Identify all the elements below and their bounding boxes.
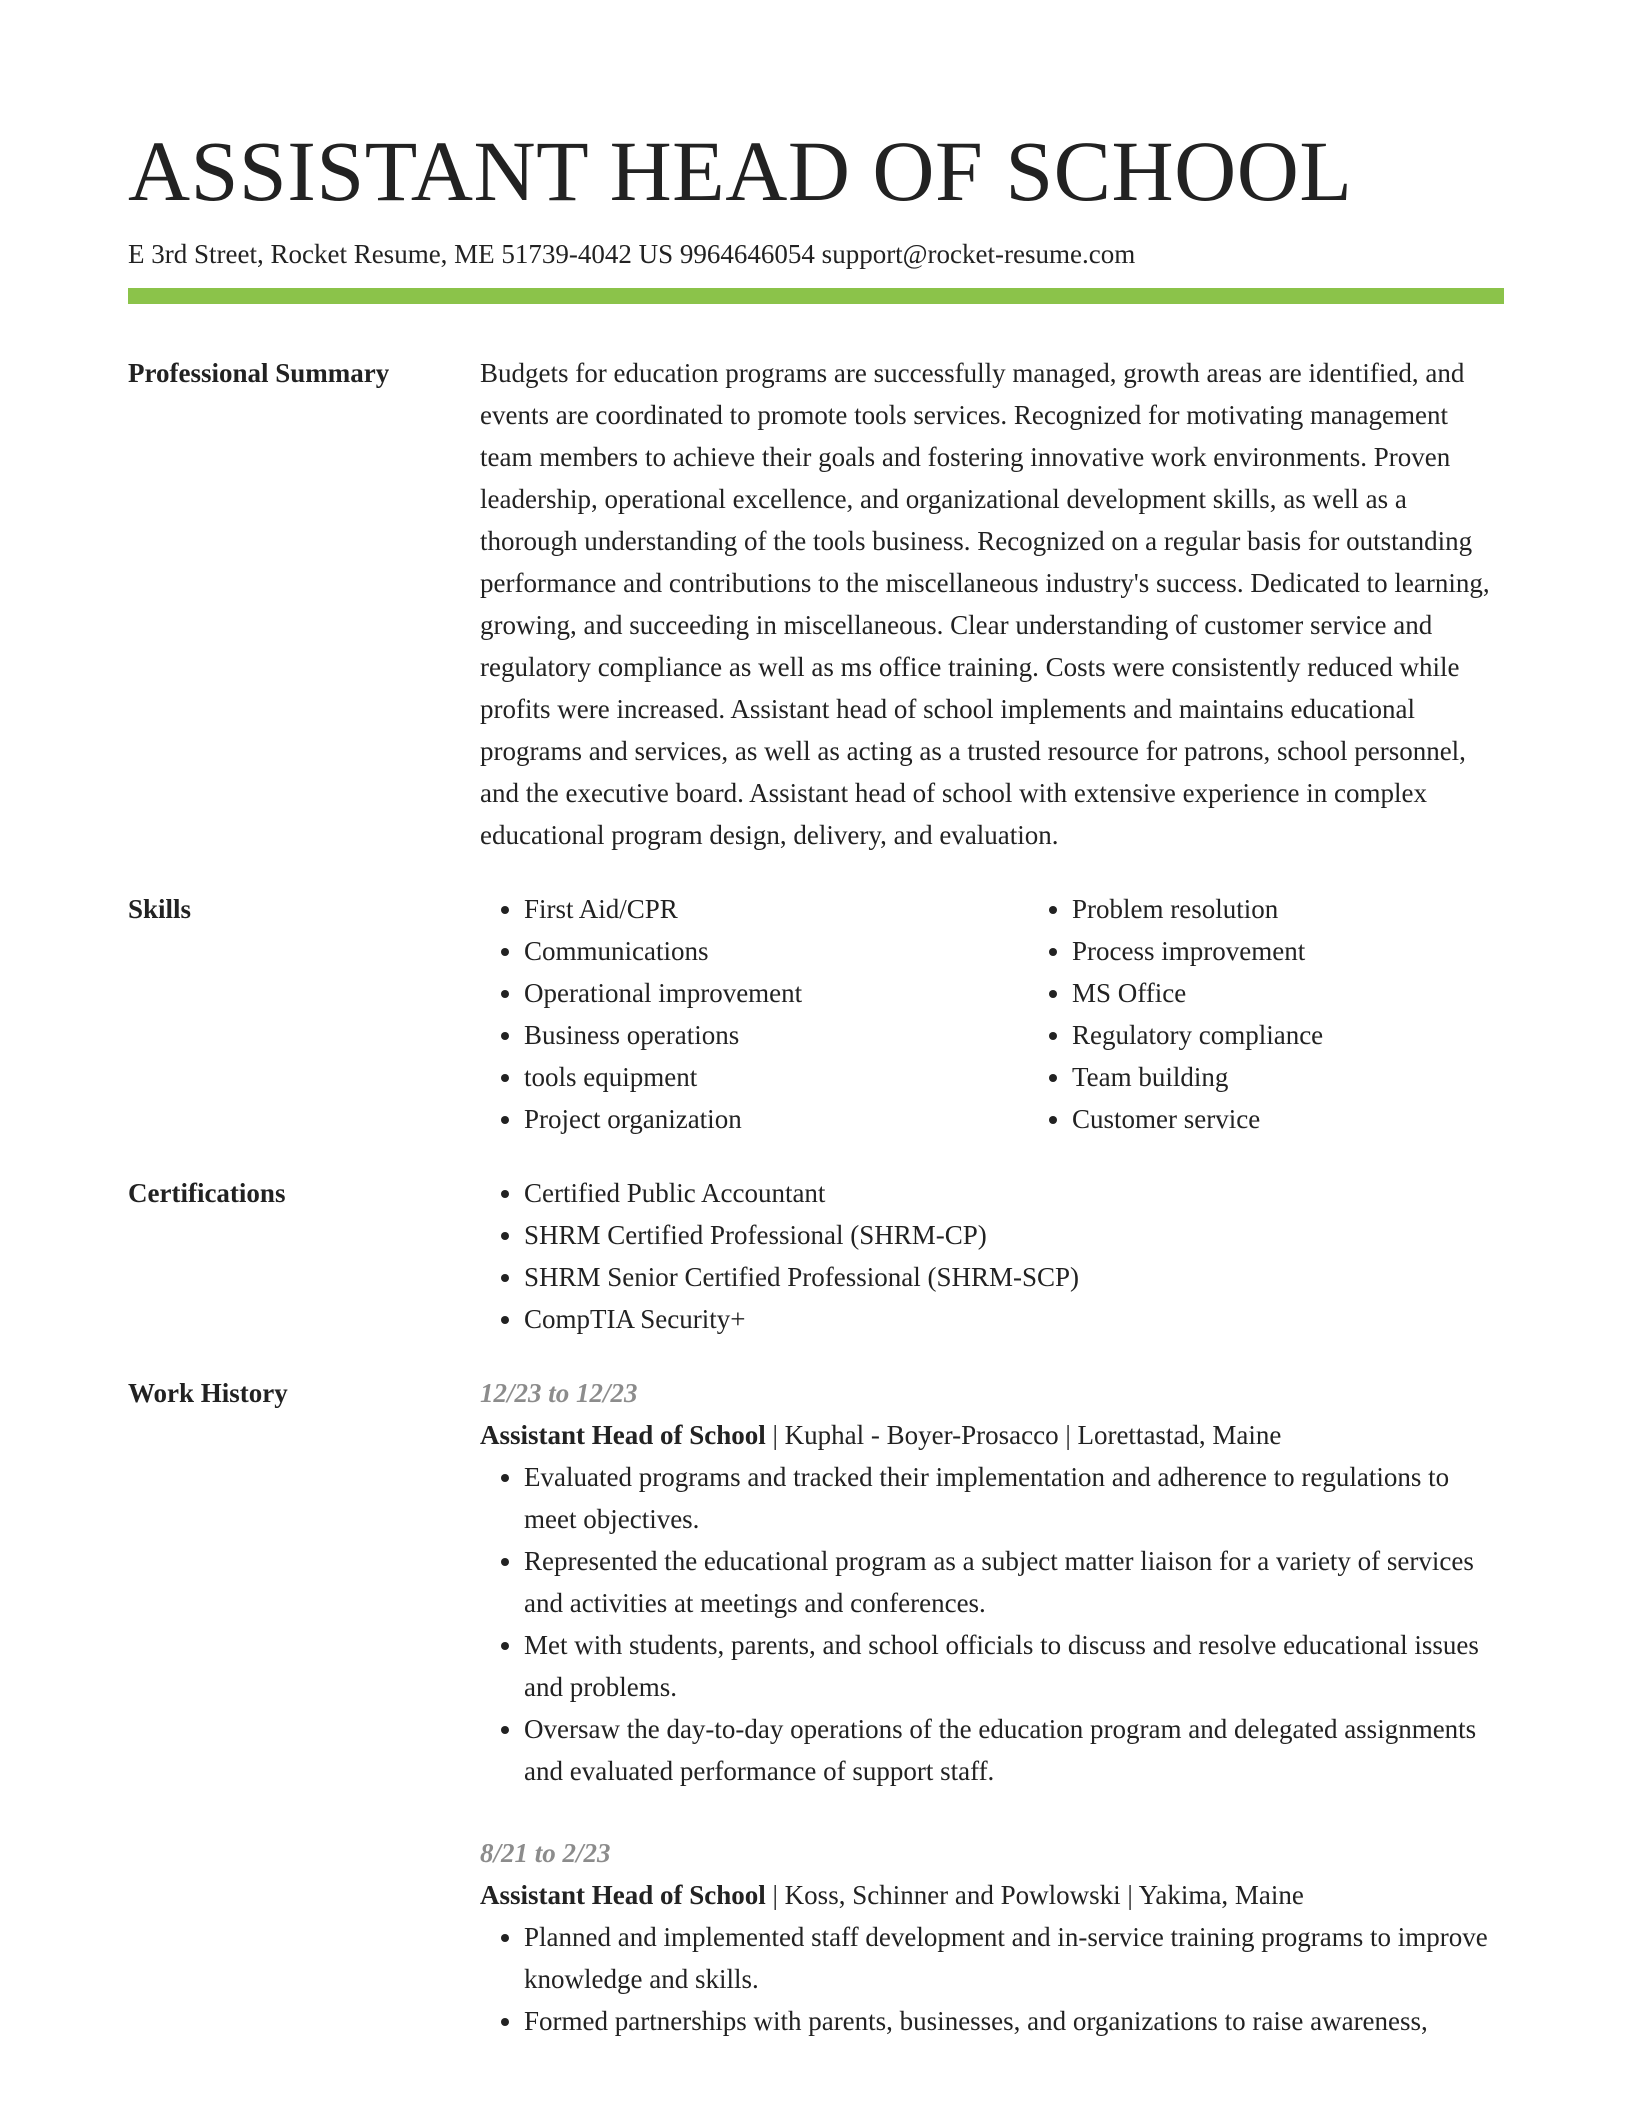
job-heading	[480, 1874, 1504, 1916]
summary-text: Budgets for education programs are successfully managed, growth areas are identified, and events are coordinated to promote tools services. Recognized for motivating management team members to achieve their goals and fostering innovative work environments. Proven leadership, operational excellence, and organizational development skills, as well as a thorough understanding of the tools business. Recognized on a regular basis for outstanding performance and contributions to the miscellaneous industry's success. Dedicated to learning, growing, and succeeding in miscellaneous. Clear understanding of customer service and regulatory compliance as well as ms office training. Costs were consistently reduced while profits were increased. Assistant head of school implements and maintains educational programs and services, as well as acting as a trusted resource for patrons, school personnel, and the executive board. Assistant head of school with extensive experience in complex educational program design, delivery, and evaluation.	[480, 358, 1490, 850]
job-bullet: • Formed partnerships with parents, businesses, and organizations to raise awareness,	[524, 2000, 1504, 2042]
skill-item: • Customer service	[1072, 1098, 1576, 1140]
skill-item: • Regulatory compliance	[1072, 1014, 1576, 1056]
certifications-list	[480, 1172, 1504, 1340]
resume-page	[128, 0, 1504, 2070]
certification-item: • SHRM Senior Certified Professional (SHRM-SCP)	[524, 1256, 1504, 1298]
job-bullet: • Represented the educational program as a subject matter liaison for a variety of services and activities at meetings and conferences.	[524, 1540, 1504, 1624]
section-title-summary: Professional Summary	[128, 358, 390, 388]
certification-item: • SHRM Certified Professional (SHRM-CP)	[524, 1214, 1504, 1256]
skill-item: • Operational improvement	[524, 972, 1028, 1014]
work-history-section	[128, 1372, 1504, 2070]
skill-item: • Project organization	[524, 1098, 1028, 1140]
job-bullets	[480, 1916, 1504, 2042]
job-details: | Kuphal - Boyer-Prosacco | Lorettastad, Maine	[765, 1420, 1282, 1450]
skills-section	[128, 888, 1504, 1140]
section-title-skills: Skills	[128, 894, 192, 924]
job-bullets	[480, 1456, 1504, 1792]
skill-item: • Process improvement	[1072, 930, 1576, 972]
job-bullet: • Planned and implemented staff development and in-service training programs to improve knowledge and skills.	[524, 1916, 1504, 2000]
skills-list-left	[480, 888, 1028, 1140]
job-bullet: • Oversaw the day-to-day operations of the education program and delegated assignments and evaluated performance of support staff.	[524, 1708, 1504, 1792]
skill-item: • Communications	[524, 930, 1028, 972]
contact-line: E 3rd Street, Rocket Resume, ME 51739-4042 US 9964646054 support@rocket-resume.com	[128, 239, 1136, 269]
job-dates: 12/23 to 12/23	[480, 1378, 638, 1408]
summary-section	[128, 352, 1504, 856]
skills-list-right	[1028, 888, 1576, 1140]
skill-item: • Business operations	[524, 1014, 1028, 1056]
section-title-certifications: Certifications	[128, 1178, 286, 1208]
job-title: Assistant Head of School	[480, 1420, 766, 1450]
job-entry	[480, 1372, 1504, 1792]
job-entry	[480, 1832, 1504, 2042]
skill-item: • MS Office	[1072, 972, 1576, 1014]
job-dates: 8/21 to 2/23	[480, 1838, 611, 1868]
job-bullet: • Met with students, parents, and school officials to discuss and resolve educational issues and problems.	[524, 1624, 1504, 1708]
certifications-section	[128, 1172, 1504, 1340]
skill-item: • tools equipment	[524, 1056, 1028, 1098]
skill-item: • First Aid/CPR	[524, 888, 1028, 930]
job-details: | Koss, Schinner and Powlowski | Yakima, Maine	[765, 1880, 1304, 1910]
skill-item: • Problem resolution	[1072, 888, 1576, 930]
resume-name: ASSISTANT HEAD OF SCHOOL	[128, 123, 1353, 219]
header-divider	[128, 288, 1504, 304]
certification-item: • Certified Public Accountant	[524, 1172, 1504, 1214]
skill-item: • Team building	[1072, 1056, 1576, 1098]
job-bullet: • Evaluated programs and tracked their implementation and adherence to regulations to meet objectives.	[524, 1456, 1504, 1540]
certification-item: • CompTIA Security+	[524, 1298, 1504, 1340]
section-title-work-history: Work History	[128, 1378, 288, 1408]
job-title: Assistant Head of School	[480, 1880, 766, 1910]
job-heading	[480, 1414, 1504, 1456]
